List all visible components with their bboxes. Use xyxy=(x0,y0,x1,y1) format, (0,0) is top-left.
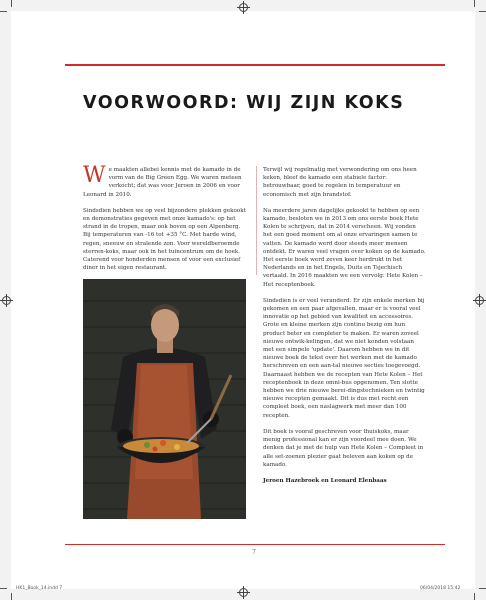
page-number: 7 xyxy=(252,549,256,556)
column-divider xyxy=(256,166,257,275)
paragraph: Na meerdere jaren dagelijks gekookt te hebben op een kamado, besloten we in 2013 om ons eerste boek Hete Kolen te schrijven, dat in 2014 verscheen. Wij vonden het een goed moment om al onze ervaringen samen te vatten. De kamado werd door steeds meer mensen ontdekt. Er waren veel vragen over koken op de kamado. Het eerste boek werd zeven keer herdrukt in het Nederlands en in het Engels, Duits en Tsjechisch vertaald. In 2016 maakten we een vervolg: Hete Kolen – Het receptenboek. xyxy=(263,207,426,288)
registration-mark-icon xyxy=(2,296,11,305)
intro-paragraph xyxy=(83,163,246,199)
paragraph: Sindsdien hebben we op veel bijzondere plekken gekookt en demonstraties gegeven met onze kamado's: op het strand in de tropen, maar ook boven op een Alpenberg. Bij temperaturen van -16 tot +35 °C. Met harde wind, regen, sneeuw en stralende zon. Voor wereldberoemde sterren-koks, maar ook in het tuincentrum om de hoek. Caterend voor honderden mensen of voor een exclusief diner in het eigen restaurant. xyxy=(83,207,246,272)
paragraph: Sindsdien is er veel veranderd. Er zijn enkele merken bij gekomen en een paar afgevallen, maar er is vooral veel innovatie op het gebied van kwaliteit en accessoires. Grote en kleine merken zijn continu bezig om hun product beter en completer te maken. Er waren zoveel nieuwe ontwik-kelingen, dat we niet konden volstaan met een simpele 'update'. Daarom hebben we in dit nieuwe boek de tekst over het werken met de kamado herschreven en een aan-tal nieuwe secties toegevoegd. Daarnaast hebben we de recepten van Hete Kolen – Het receptenboek in deze omni-bus opgenomen. Ten slotte hebben we drie nieuwe berei-dingstechnieken en twintig nieuwe recepten gemaakt. Dit is dus met recht een compleet boek, een naslagwerk met meer dan 100 recepten. xyxy=(263,297,425,419)
crop-mark xyxy=(0,11,7,12)
crop-mark xyxy=(11,593,12,600)
signature: Jeroen Hazebroek en Leonard Elenbaas xyxy=(263,477,387,484)
paragraph: Dit boek is vooral geschreven voor thuiskoks, maar menig professional kan er zijn voordeel mee doen. We denken dat je met de hulp van Hete Kolen – Compleet in alle set-zoenen plezier gaat beleven aan koken op de kamado. xyxy=(263,428,424,468)
registration-mark-icon xyxy=(475,296,484,305)
crop-mark xyxy=(479,11,486,12)
bottom-red-rule xyxy=(65,544,445,545)
crop-mark xyxy=(474,0,475,7)
top-red-rule xyxy=(65,64,445,66)
registration-mark-icon xyxy=(239,3,248,12)
chef-with-wok-image xyxy=(83,279,246,519)
drop-cap: W xyxy=(83,163,106,188)
crop-mark xyxy=(479,588,486,589)
paragraph: Terwijl wij regelmatig met verwondering om ons heen keken, bleef de kamado een stabiele factor: betrouwbaar, goed te regelen in temperatuur en economisch met zijn brandstof. xyxy=(263,167,417,198)
crop-mark xyxy=(474,593,475,600)
page-title: VOORWOORD: WIJ ZIJN KOKS xyxy=(83,93,405,113)
left-text-column xyxy=(83,163,246,280)
crop-mark xyxy=(0,588,7,589)
slug-timestamp: 06/04/2018 15:42 xyxy=(420,586,461,591)
crop-mark xyxy=(11,0,12,7)
right-text-column xyxy=(263,166,426,493)
intro-text: e maakten allebei kennis met de kamado in de vorm van de Big Green Egg. We waren meteen verkocht; dat was voor Jeroen in 2006 en voor Leonard in 2010. xyxy=(83,167,242,198)
book-page xyxy=(11,11,475,589)
slug-file-info: HK1_Book_14.indd 7 xyxy=(16,586,63,591)
chef-photo xyxy=(83,279,246,519)
registration-mark-icon xyxy=(239,588,248,597)
